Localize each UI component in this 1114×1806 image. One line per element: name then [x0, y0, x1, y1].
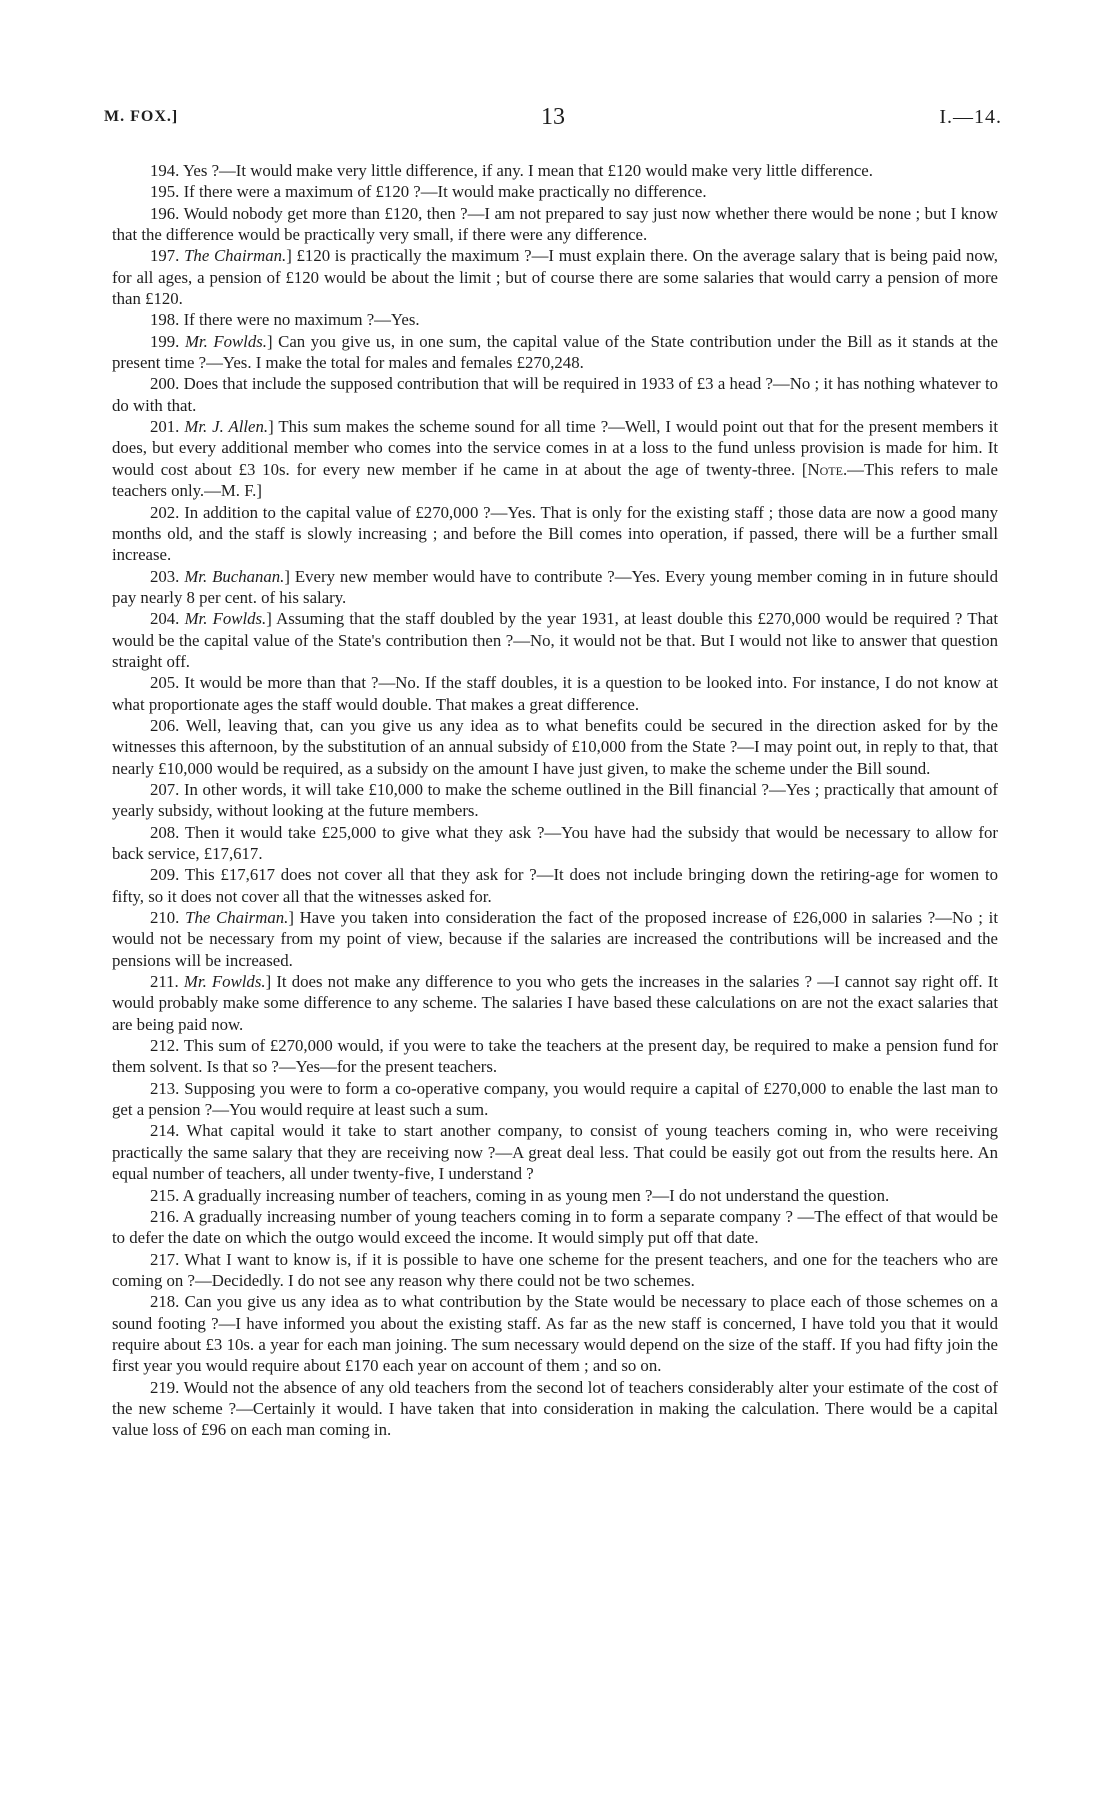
paragraph-196: 196. Would nobody get more than £120, then ?—I am not prepared to say just now whether there would be none ; but I know that the difference would be practically very small, if there were any difference.: [112, 203, 998, 245]
speaker-name: Mr. Fowlds.: [184, 609, 267, 629]
paragraph-219: 219. Would not the absence of any old teachers from the second lot of teachers considerably alter your estimate of the cost of the new scheme ?—Certainly it would. I have taken that into consideration in making the calculation. There would be a capital value loss of £96 on each man coming in.: [112, 1377, 998, 1440]
header-witness: M. FOX.]: [104, 108, 179, 125]
paragraph-204: 204. Mr. Fowlds.] Assuming that the staff doubled by the year 1931, at least double this £270,000 would be required ? That would be the capital value of the State's contribution then ?—No, it would not be that. But I would not like to answer that question straight off.: [112, 609, 999, 671]
paragraph-201: 201. Mr. J. Allen.] This sum makes the scheme sound for all time ?—Well, I would point out that for the present members it does, but every additional member who comes into the service comes in at a loss to the fund unless provision is made for him. It would cost about £3 10s. for every new member if he came in at about the age of twenty-three. [Note.—This refers to male teachers only.—M. F.]: [112, 417, 998, 501]
paragraph-194: 194. Yes ?—It would make very little difference, if any. I mean that £120 would make very little difference.: [150, 161, 873, 180]
paragraph-205: 205. It would be more than that ?—No. If the staff doubles, it is a question to be looked into. For instance, I do not know at what proportionate ages the staff would double. That makes a great difference.: [112, 673, 999, 714]
paragraph-206: 206. Well, leaving that, can you give us any idea as to what benefits could be secured in the direction asked for by the witnesses this afternoon, by the substitution of an annual subsidy of £10,000 from the State ?—I may point out, in reply to that, that nearly £10,000 would be required, as a subsidy on the amount I have just given, to make the scheme under the Bill sound.: [112, 715, 998, 778]
paragraph-199: 199. Mr. Fowlds.] Can you give us, in one sum, the capital value of the State contribution under the Bill as it stands at the present time ?—Yes. I make the total for males and females £270,248.: [112, 331, 998, 373]
page-header: [104, 104, 1002, 134]
paragraph-210: 210. The Chairman.] Have you taken into consideration the fact of the proposed increase of £26,000 in salaries ?—No ; it would not be necessary from my point of view, because if the salaries are increased the contributions will be increased and the pensions will be increased.: [112, 908, 998, 970]
header-paper-ref: I.—14.: [939, 106, 1002, 128]
paragraph-214: 214. What capital would it take to start another company, to consist of young teachers coming in, who were receiving practically the same salary that they are receiving now ?—A great deal less. That could be easily got out from the results here. An equal number of teachers, all under twenty-five, I understand ?: [112, 1121, 998, 1184]
note-text: —This refers to male teachers only.—M. F.]: [112, 459, 998, 501]
paragraph-203: 203. Mr. Buchanan.] Every new member would have to contribute ?—Yes. Every young member coming in in future should pay nearly 8 per cent. of his salary.: [112, 566, 998, 607]
paragraph-195: 195. If there were a maximum of £120 ?—It would make practically no difference.: [150, 182, 707, 202]
paragraph-198: 198. If there were no maximum ?—Yes.: [150, 310, 420, 330]
paragraph-217: 217. What I want to know is, if it is possible to have one scheme for the present teachers, and one for the teachers who are coming on ?—Decidedly. I do not see any reason why there could not be two schemes.: [112, 1249, 998, 1290]
paragraph-209: 209. This £17,617 does not cover all that they ask for ?—It does not include bringing down the retiring-age for women to fifty, so it does not cover all that the witnesses asked for.: [112, 865, 998, 906]
speaker-name: Mr. Buchanan.: [184, 566, 285, 586]
paragraph-212: 212. This sum of £270,000 would, if you were to take the teachers at the present day, be required to make a pension fund for them solvent. Is that so ?—Yes—for the present teachers.: [112, 1036, 998, 1077]
paragraph-207: 207. In other words, it will take £10,000 to make the scheme outlined in the Bill financial ?—Yes ; practically that amount of yearly subsidy, without looking at the future members.: [112, 779, 998, 821]
paragraph-213: 213. Supposing you were to form a co-operative company, you would require a capital of £270,000 to enable the last man to get a pension ?—You would require at least such a sum.: [112, 1078, 998, 1120]
paragraph-208: 208. Then it would take £25,000 to give what they ask ?—You have had the subsidy that would be necessary to allow for back service, £17,617.: [112, 822, 998, 863]
paragraph-211: 211. Mr. Fowlds.] It does not make any difference to you who gets the increases in the salaries ? —I cannot say right off. It would probably make some difference to any scheme. The salaries I have based these calculations on are not the exact salaries that are being paid now.: [112, 972, 998, 1034]
paragraph-202: 202. In addition to the capital value of £270,000 ?—Yes. That is only for the existing staff ; those data are now a good many months old, and the staff is slowly increasing ; and before the Bill comes into operation, if passed, there will be a further small increase.: [112, 502, 998, 565]
document-body: [112, 160, 998, 1441]
speaker-name: The Chairman.: [185, 908, 289, 928]
speaker-name: Mr. Fowlds.: [184, 331, 267, 351]
speaker-name: The Chairman.: [184, 246, 287, 266]
paragraph-200: 200. Does that include the supposed contribution that will be required in 1933 of £3 a head ?—No ; it has nothing whatever to do with that.: [112, 374, 999, 415]
speaker-name: Mr. J. Allen.: [184, 417, 269, 437]
note-label: Note.: [807, 459, 848, 479]
paragraph-218: 218. Can you give us any idea as to what contribution by the State would be necessary to place each of those schemes on a sound footing ?—I have informed you about the existing staff. As far as the new staff is concerned, I have told you that it would require about £3 10s. a year for each man joining. The sum necessary would depend on the size of the staff. If you had fifty join the first year you would require about £170 each year on account of them ; and so on.: [112, 1292, 998, 1376]
paragraph-197: 197. The Chairman.] £120 is practically the maximum ?—I must explain there. On the average salary that is being paid now, for all ages, a pension of £120 would be about the limit ; but of course there are some salaries that would carry a pension of more than £120.: [112, 246, 998, 309]
page-number: 13: [541, 104, 565, 130]
speaker-name: Mr. Fowlds.: [183, 972, 266, 992]
paragraph-216: 216. A gradually increasing number of young teachers coming in to form a separate company ? —The effect of that would be to defer the date on which the outgo would exceed the income. It would simply put off that date.: [112, 1206, 998, 1248]
paragraph-215: 215. A gradually increasing number of teachers, coming in as young men ?—I do not understand the question.: [150, 1185, 890, 1205]
